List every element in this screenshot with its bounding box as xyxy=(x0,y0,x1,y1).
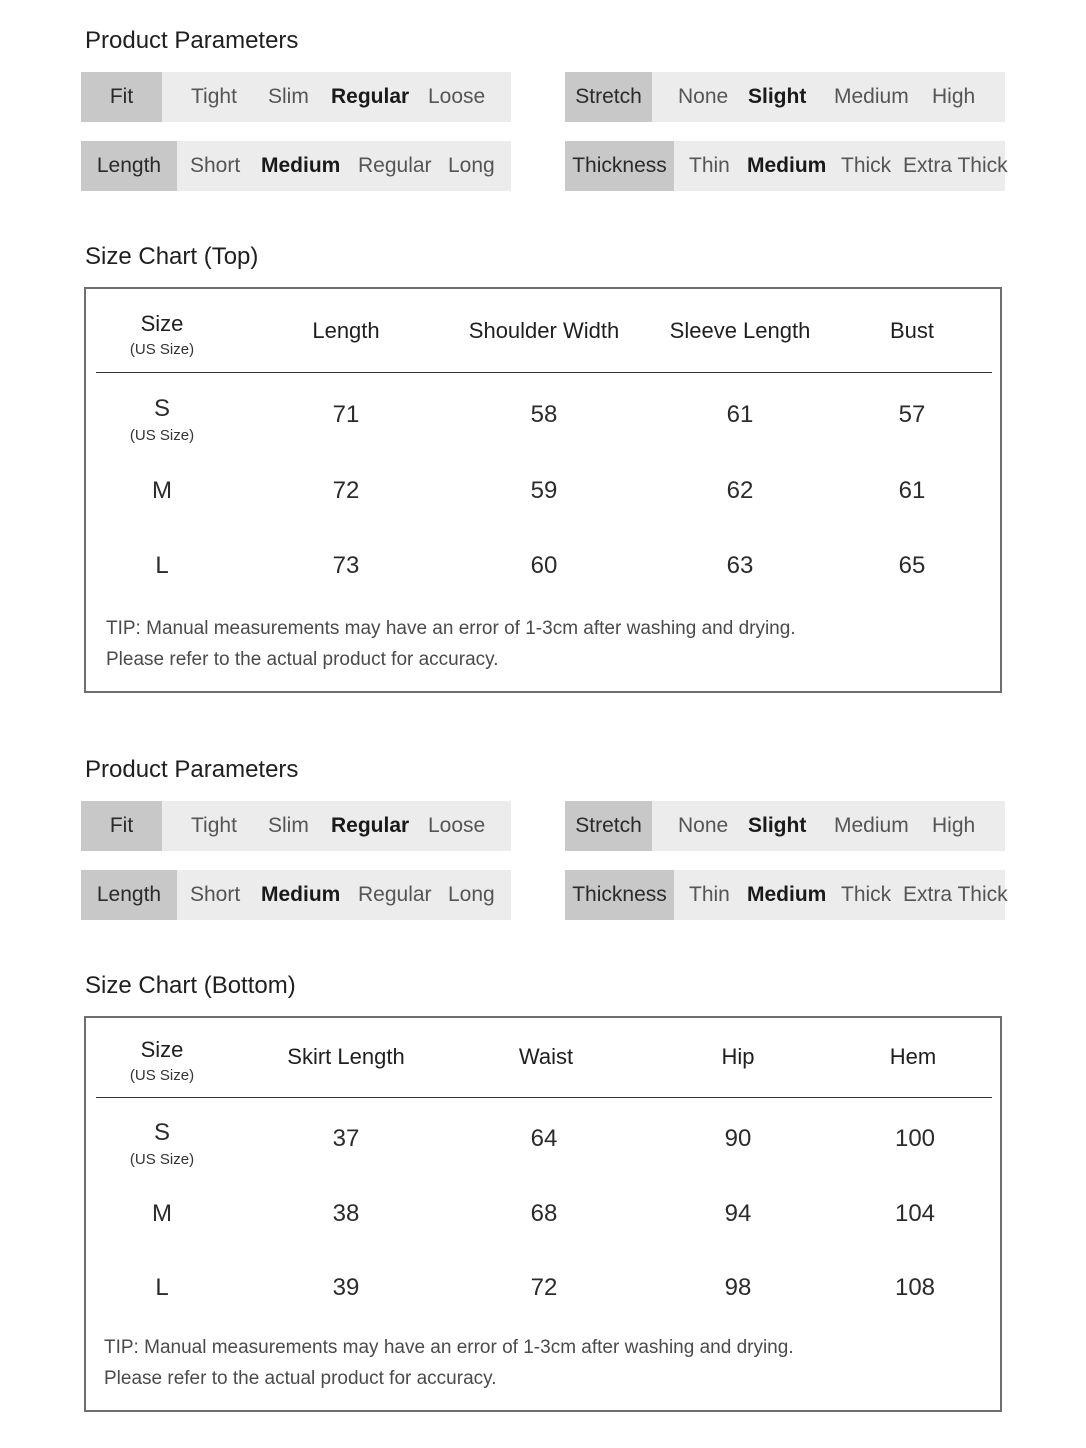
length-param-bar xyxy=(81,870,511,920)
header-length: Length xyxy=(312,318,380,343)
cell-size-m: M xyxy=(152,1200,172,1227)
fit-option-tight: Tight xyxy=(191,85,237,108)
fit-param-bar xyxy=(81,72,511,122)
tip-text xyxy=(104,1332,794,1394)
tip-line-2: Please refer to the actual product for accuracy. xyxy=(106,649,499,670)
tip-line-1: TIP: Manual measurements may have an error of 1-3cm after washing and drying. xyxy=(106,618,796,639)
table-cell: 64 xyxy=(530,1125,558,1152)
stretch-label: Stretch xyxy=(565,72,652,122)
table-cell: 104 xyxy=(894,1200,936,1227)
length-option-medium: Medium xyxy=(261,883,341,906)
length-option-regular: Regular xyxy=(358,154,432,177)
header-hem: Hem xyxy=(889,1044,937,1069)
table-cell: 72 xyxy=(530,1274,558,1301)
header-sleeve-length: Sleeve Length xyxy=(669,318,811,343)
table-cell: 108 xyxy=(894,1274,936,1301)
header-waist: Waist xyxy=(518,1044,574,1069)
stretch-option-none: None xyxy=(678,85,729,108)
length-param-bar xyxy=(81,141,511,191)
table-cell: 71 xyxy=(332,401,360,428)
header-skirt-length: Skirt Length xyxy=(287,1044,405,1069)
table-cell: 38 xyxy=(332,1200,360,1227)
thickness-option-thick: Thick xyxy=(841,883,892,906)
table-cell: 90 xyxy=(724,1125,752,1152)
table-cell: 73 xyxy=(332,552,360,579)
stretch-option-medium: Medium xyxy=(834,814,909,837)
tip-line-1: TIP: Manual measurements may have an error of 1-3cm after washing and drying. xyxy=(104,1337,794,1358)
fit-option-tight: Tight xyxy=(191,814,237,837)
tip-line-2: Please refer to the actual product for accuracy. xyxy=(104,1368,497,1389)
header-divider xyxy=(96,372,992,373)
thickness-param-bar xyxy=(565,870,1008,920)
table-cell: 94 xyxy=(724,1200,752,1227)
stretch-option-high: High xyxy=(932,85,976,108)
stretch-option-high: High xyxy=(932,814,976,837)
header-size: Size (US Size) xyxy=(129,311,195,358)
fit-label: Fit xyxy=(81,72,162,122)
table-cell: 59 xyxy=(530,477,558,504)
length-option-regular: Regular xyxy=(358,883,432,906)
table-cell: 62 xyxy=(726,477,754,504)
table-cell: 39 xyxy=(332,1274,360,1301)
table-cell: 61 xyxy=(726,401,754,428)
length-option-short: Short xyxy=(190,154,241,177)
table-cell: 98 xyxy=(724,1274,752,1301)
fit-option-regular: Regular xyxy=(331,85,410,108)
header-hip: Hip xyxy=(721,1044,755,1069)
table-cell: 57 xyxy=(898,401,926,428)
header-size-sub: (US Size) xyxy=(129,341,195,358)
table-cell: 100 xyxy=(894,1125,936,1152)
stretch-param-bar xyxy=(565,801,1005,851)
fit-option-slim: Slim xyxy=(268,814,309,837)
length-option-medium: Medium xyxy=(261,154,341,177)
chart-title: Size Chart (Bottom) xyxy=(85,972,296,999)
table-cell: 61 xyxy=(898,477,926,504)
fit-param-bar xyxy=(81,801,511,851)
table-cell: 37 xyxy=(332,1125,360,1152)
header-shoulder-width: Shoulder Width xyxy=(468,318,620,343)
length-label: Length xyxy=(81,141,177,191)
fit-option-regular: Regular xyxy=(331,814,410,837)
thickness-option-medium: Medium xyxy=(747,883,827,906)
size-chart-top xyxy=(84,287,1002,693)
size-chart-bottom xyxy=(84,1016,1002,1412)
fit-option-slim: Slim xyxy=(268,85,309,108)
header-bust: Bust xyxy=(889,318,935,343)
cell-size-m: M xyxy=(152,477,172,504)
fit-option-loose: Loose xyxy=(428,85,486,108)
stretch-option-medium: Medium xyxy=(834,85,909,108)
cell-size-s: S (US Size) xyxy=(129,395,195,444)
length-option-long: Long xyxy=(448,883,495,906)
stretch-option-slight: Slight xyxy=(748,85,807,108)
stretch-option-none: None xyxy=(678,814,729,837)
table-cell: 63 xyxy=(726,552,754,579)
stretch-param-bar xyxy=(565,72,1005,122)
cell-size-l: L xyxy=(155,552,169,579)
length-option-long: Long xyxy=(448,154,495,177)
row-size-sub: (US Size) xyxy=(129,1151,195,1168)
header-size-sub: (US Size) xyxy=(129,1067,195,1084)
table-cell: 65 xyxy=(898,552,926,579)
header-size: Size (US Size) xyxy=(129,1037,195,1084)
thickness-option-thick: Thick xyxy=(841,154,892,177)
table-cell: 68 xyxy=(530,1200,558,1227)
thickness-label: Thickness xyxy=(565,141,674,191)
length-option-short: Short xyxy=(190,883,241,906)
table-cell: 60 xyxy=(530,552,558,579)
chart-title: Size Chart (Top) xyxy=(85,243,259,270)
thickness-param-bar xyxy=(565,141,1008,191)
fit-option-loose: Loose xyxy=(428,814,486,837)
thickness-option-thin: Thin xyxy=(689,154,730,177)
thickness-option-medium: Medium xyxy=(747,154,827,177)
table-cell: 58 xyxy=(530,401,558,428)
thickness-option-extra-thick: Extra Thick xyxy=(903,154,1008,177)
table-cell: 72 xyxy=(332,477,360,504)
row-size-sub: (US Size) xyxy=(129,427,195,444)
thickness-option-extra-thick: Extra Thick xyxy=(903,883,1008,906)
fit-label: Fit xyxy=(81,801,162,851)
header-divider xyxy=(96,1097,992,1098)
stretch-option-slight: Slight xyxy=(748,814,807,837)
cell-size-s: S (US Size) xyxy=(129,1119,195,1168)
cell-size-l: L xyxy=(155,1274,169,1301)
length-label: Length xyxy=(81,870,177,920)
tip-text xyxy=(106,613,796,675)
params-title: Product Parameters xyxy=(85,27,299,54)
params-title: Product Parameters xyxy=(85,756,299,783)
thickness-label: Thickness xyxy=(565,870,674,920)
thickness-option-thin: Thin xyxy=(689,883,730,906)
stretch-label: Stretch xyxy=(565,801,652,851)
